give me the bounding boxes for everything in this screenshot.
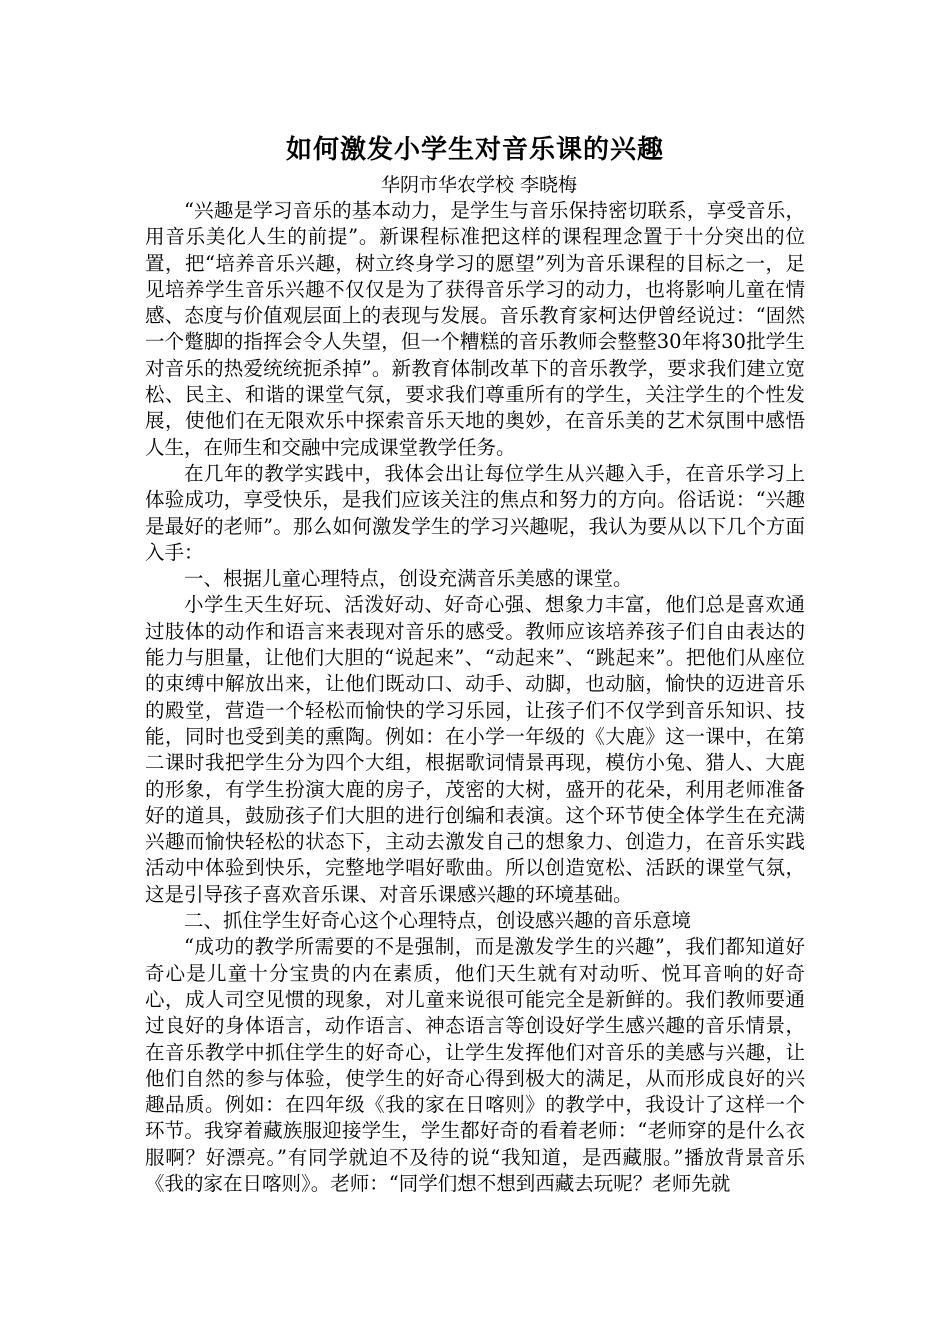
paragraph-section-1: 小学生天生好玩、活泼好动、好奇心强、想象力丰富，他们总是喜欢通过肢体的动作和语言来表现对音乐的感受。教师应该培养孩子们自由表达的能力与胆量，让他们大胆的“说起来”、“动起来”、“跳起来”。把他们从座位的束缚中解放出来，让他们既动口、动手、动脚，也动脑，愉快的迈进音乐的殿堂，营造一个轻松而愉快的学习乐园，让孩子们不仅学到音乐知识、技能，同时也受到美的熏陶。例如：在小学一年级的《大鹿》这一课中，在第二课时我把学生分为四个大组，根据歌词情景再现，模仿小兔、猎人、大鹿的形象，有学生扮演大鹿的房子，茂密的大树，盛开的花朵，利用老师准备好的道具，鼓励孩子们大胆的进行创编和表演。这个环节使全体学生在充满兴趣而愉快轻松的状态下，主动去激发自己的想象力、创造力，在音乐实践活动中体验到快乐，完整地学唱好歌曲。所以创造宽松、活跃的课堂气氛，这是引导孩子喜欢音乐课、对音乐课感兴趣的环境基础。: [145, 593, 805, 906]
author-line: 华阴市华农学校 李晓梅: [380, 174, 578, 196]
section-heading-2: 二、抓住学生好奇心这个心理特点，创设感兴趣的音乐意境: [184, 909, 692, 933]
paragraph-section-2: “成功的教学所需要的不是强制，而是激发学生的兴趣”，我们都知道好奇心是儿童十分宝贵的内在素质，他们天生就有对动听、悦耳音响的好奇心，成人司空见惯的现象，对儿童来说很可能完全是新鲜的。我们教师要通过良好的身体语言，动作语言、神态语言等创设好学生感兴趣的音乐情景，在音乐教学中抓住学生的好奇心，让学生发挥他们对音乐的美感与兴趣，让他们自然的参与体验，使学生的好奇心得到极大的满足，从而形成良好的兴趣品质。例如：在四年级《我的家在日喀则》的教学中，我设计了这样一个环节。我穿着藏族服迎接学生，学生都好奇的看着老师：“老师穿的是什么衣服啊？好漂亮。”有同学就迫不及待的说“我知道，是西藏服。”播放背景音乐《我的家在日喀则》。老师：“同学们想不想到西藏去玩呢？老师先就: [145, 935, 805, 1195]
document-body: [145, 128, 805, 1197]
paragraph-intro: “兴趣是学习音乐的基本动力，是学生与音乐保持密切联系，享受音乐，用音乐美化人生的前提”。新课程标准把这样的课程理念置于十分突出的位置，把“培养音乐兴趣，树立终身学习的愿望”列为音乐课程的目标之一，足见培养学生音乐兴趣不仅仅是为了获得音乐学习的动力，也将影响儿童在情感、态度与价值观层面上的表现与发展。音乐教育家柯达伊曾经说过：“固然一个蹩脚的指挥会令人失望，但一个糟糕的音乐教师会整整30年将30批学生对音乐的热爱统统扼杀掉”。新教育体制改革下的音乐教学，要求我们建立宽松、民主、和谐的课堂气氛，要求我们尊重所有的学生，关注学生的个性发展，使他们在无限欢乐中探索音乐天地的奥妙，在音乐美的艺术氛围中感悟人生，在师生和交融中完成课堂教学任务。: [145, 199, 805, 459]
paragraph-practice: 在几年的教学实践中，我体会出让每位学生从兴趣入手，在音乐学习上体验成功，享受快乐，是我们应该关注的焦点和努力的方向。俗话说：“兴趣是最好的老师”。那么如何激发学生的学习兴趣呢，我认为要从以下几个方面入手：: [145, 461, 805, 564]
section-heading-1: 一、根据儿童心理特点，创设充满音乐美感的课堂。: [184, 567, 633, 591]
document-title: 如何激发小学生对音乐课的兴趣: [285, 135, 664, 165]
